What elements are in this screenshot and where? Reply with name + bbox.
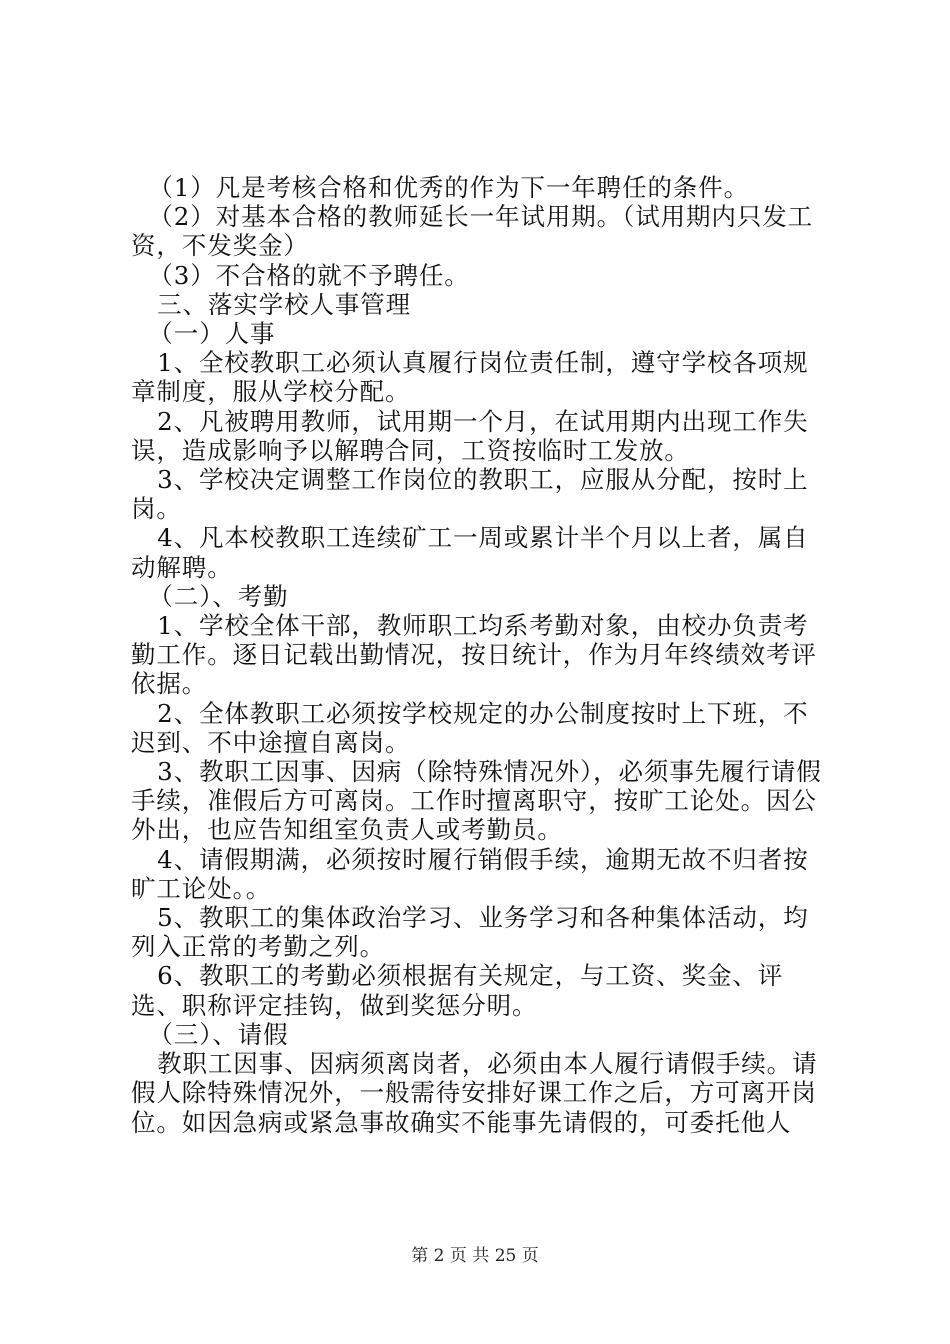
subsection-heading: （三）、请假 [131, 1019, 289, 1049]
subsection-heading: （二）、考勤 [131, 581, 289, 611]
paragraph: 3、教职工因事、因病（除特殊情况外），必须事先履行请假手续，准假后方可离岗。工作时擅离职守，按旷工论处。因公外出，也应告知组室负责人或考勤员。 [131, 757, 822, 845]
subsection-heading: （一）人事 [131, 319, 276, 349]
page-number-label: 第 2 页 共 25 页 [411, 1246, 539, 1266]
section-heading: 三、落实学校人事管理 [131, 289, 412, 319]
paragraph: 2、全体教职工必须按学校规定的办公制度按时上下班，不迟到、不中途擅自离岗。 [131, 698, 809, 757]
paragraph: （2）对基本合格的教师延长一年试用期。（试用期内只发工资，不发奖金） [131, 202, 814, 261]
document-body [131, 173, 831, 1137]
paragraph: 1、学校全体干部，教师职工均系考勤对象，由校办负责考勤工作。逐日记载出勤情况，按日统计，作为月年终绩效考评依据。 [131, 611, 817, 699]
paragraph: （1）凡是考核合格和优秀的作为下一年聘任的条件。 [131, 173, 750, 202]
paragraph: 4、请假期满，必须按时履行销假手续，逾期无故不归者按旷工论处。。 [131, 844, 809, 903]
paragraph: 4、凡本校教职工连续矿工一周或累计半个月以上者，属自动解聘。 [131, 523, 809, 582]
paragraph: 6、教职工的考勤必须根据有关规定，与工资、奖金、评选、职称评定挂钩，做到奖惩分明。 [131, 961, 784, 1020]
paragraph: 1、全校教职工必须认真履行岗位责任制，遵守学校各项规章制度，服从学校分配。 [131, 348, 809, 407]
paragraph: 教职工因事、因病须离岗者，必须由本人履行请假手续。请假人除特殊情况外，一般需待安排好课工作之后，方可离开岗位。如因急病或紧急事故确实不能事先请假的，可委托他人 [131, 1049, 818, 1137]
paragraph: 2、凡被聘用教师，试用期一个月，在试用期内出现工作失误，造成影响予以解聘合同，工资按临时工发放。 [131, 406, 809, 465]
paragraph: 5、教职工的集体政治学习、业务学习和各种集体活动，均列入正常的考勤之列。 [131, 903, 809, 962]
page-footer [0, 1245, 950, 1267]
paragraph: （3）不合格的就不予聘任。 [131, 260, 470, 290]
paragraph: 3、学校决定调整工作岗位的教职工，应服从分配，按时上岗。 [131, 465, 809, 524]
